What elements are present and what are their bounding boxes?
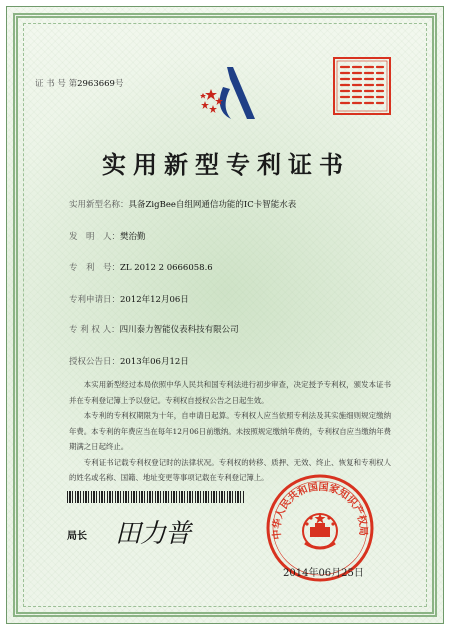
field-utility-name: [69, 198, 296, 210]
director-signature: 田力普: [115, 519, 191, 549]
field-inventor: [69, 230, 146, 242]
field-patentee-label: 专 利 权 人：: [69, 325, 120, 335]
field-announcement-date-value: 2013年06月12日: [120, 357, 189, 367]
certificate-body: [69, 377, 391, 486]
certificate-number: [35, 77, 123, 89]
certificate-number-label: 证 书 号 第: [35, 79, 78, 89]
field-inventor-label: 发 明 人：: [69, 232, 121, 242]
agency-seal-icon: [331, 55, 393, 117]
field-application-date: [69, 293, 189, 305]
field-inventor-value: 樊治勤: [120, 232, 146, 242]
certificate: [6, 6, 444, 624]
body-paragraph-grant: 本实用新型经过本局依照中华人民共和国专利法进行初步审查，决定授予专利权，颁发本证书并在专利登记簿上予以登记。专利权自授权公告之日起生效。: [69, 380, 391, 405]
field-patent-number-value: ZL 2012 2 0666058.6: [120, 263, 213, 273]
barcode: [67, 491, 245, 503]
body-paragraph-status: 专利证书记载专利权登记时的法律状况。专利权的转移、质押、无效、终止、恢复和专利权人的姓名或名称、国籍、地址变更等事项记载在专利登记簿上。: [69, 457, 391, 482]
certificate-title: 实用新型专利证书: [102, 150, 350, 179]
field-utility-name-value: 具备ZigBee自组网通信功能的IC卡智能水表: [128, 200, 297, 210]
official-seal-text: 中华人民共和国国家知识产权局: [271, 481, 369, 540]
field-patentee-value: 四川泰力智能仪表科技有限公司: [119, 325, 239, 335]
field-application-date-value: 2012年12月06日: [120, 295, 189, 305]
field-announcement-date: [69, 355, 189, 367]
field-utility-name-label: 实用新型名称：: [69, 200, 129, 210]
director-label: 局长: [67, 531, 87, 542]
field-announcement-date-label: 授权公告日：: [69, 357, 121, 367]
field-patent-number-label: 专 利 号：: [69, 263, 121, 273]
field-patent-number: [69, 261, 213, 273]
field-application-date-label: 专利申请日：: [69, 295, 121, 305]
certificate-number-value: 2963669: [77, 79, 115, 89]
certificate-number-suffix: 号: [114, 79, 124, 89]
sipo-emblem-icon: [197, 59, 263, 125]
issue-date: 2014年06月25日: [283, 568, 364, 579]
field-patentee: [69, 323, 239, 335]
body-paragraph-term: 本专利的专利权期限为十年，自申请日起算。专利权人应当依照专利法及其实施细则规定缴纳年费。本专利的年费应当在每年12月06日前缴纳。未按照规定缴纳年费的，专利权自应当缴纳年费期满之日起终止。: [69, 411, 391, 451]
